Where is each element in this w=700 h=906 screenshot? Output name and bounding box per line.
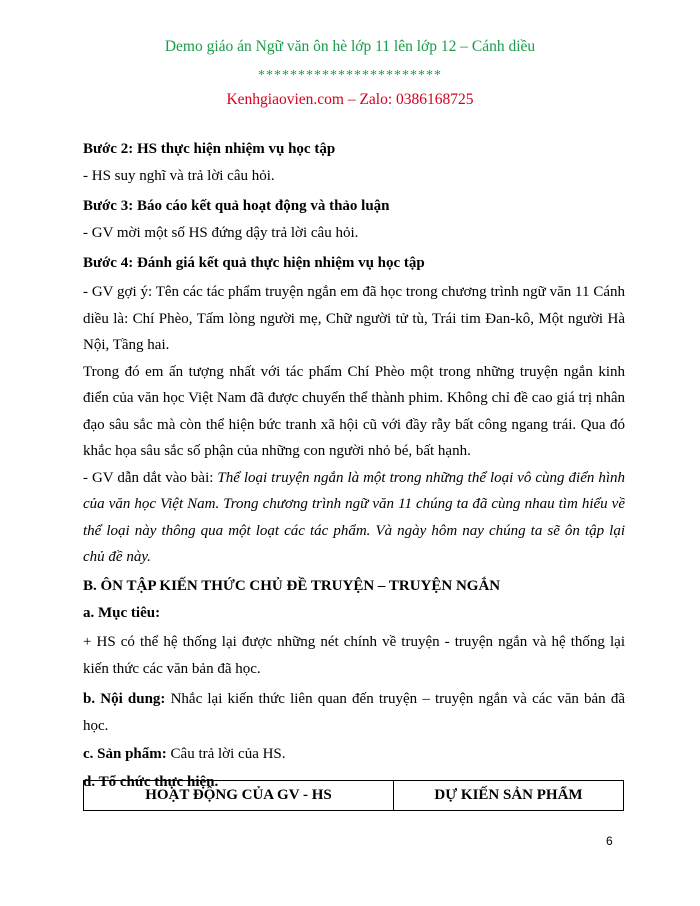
step2-text: - HS suy nghĩ và trả lời câu hỏi. (83, 168, 275, 185)
step3-text: - GV mời một số HS đứng dậy trả lời câu hỏi. (83, 225, 359, 242)
intro-paragraph (83, 465, 625, 571)
document-body (83, 136, 625, 794)
intro-prefix: - GV dẫn dắt vào bài: (83, 469, 218, 486)
header-title: Demo giáo án Ngữ văn ôn hè lớp 11 lên lớp 12 – Cánh diều (164, 38, 536, 55)
intro-italic: Thể loại truyện ngắn là một trong những thể loại vô cùng điển hình của văn học Việt Nam. Trong chương trình ngữ văn 11 chúng ta đã cùng nhau tìm hiểu về thể loại này thông qua một loạt các tác phẩm. Và ngày hôm nay chúng ta sẽ ôn tập lại chủ đề này. (83, 469, 626, 566)
page-number: 6 (606, 834, 613, 848)
header-contact: Kenhgiaovien.com – Zalo: 0386168725 (226, 91, 474, 108)
a-text: + HS có thể hệ thống lại được những nét chính về truyện - truyện ngắn và hệ thống lại kiến thức các văn bản đã học. (83, 634, 625, 677)
step3-title: Bước 3: Báo cáo kết quả hoạt động và thảo luận (83, 197, 390, 214)
paragraph-chi-pheo: Trong đó em ấn tượng nhất với tác phẩm Chí Phèo một trong những truyện ngắn kinh điển của văn học Việt Nam đã được chuyển thể thành phim. Không chỉ đề cao giá trị nhân đạo sâu sắc mà còn thể hiện bức tranh xã hội cũ với đầy rẫy bất công ngang trái. Qua đó khắc họa sâu sắc số phận của những con người nhỏ bé, bất hạnh. (83, 363, 625, 460)
b-text: Nhắc lại kiến thức liên quan đến truyện – truyện ngắn và các văn bản đã học. (83, 691, 625, 734)
table-header-expected-product: DỰ KIẾN SẢN PHẨM (394, 781, 624, 811)
b-label: b. Nội dung: (83, 691, 166, 708)
section-b-heading: B. ÔN TẬP KIẾN THỨC CHỦ ĐỀ TRUYỆN – TRUYỆN NGẮN (83, 577, 501, 594)
c-paragraph (83, 743, 625, 766)
b-paragraph (83, 686, 625, 739)
a-heading: a. Mục tiêu: (83, 604, 161, 621)
step2-title: Bước 2: HS thực hiện nhiệm vụ học tập (83, 141, 336, 157)
c-text: Câu trả lời của HS. (166, 746, 286, 763)
table-header-gv-hs: HOẠT ĐỘNG CỦA GV - HS (84, 781, 394, 811)
step4-text: - GV gợi ý: Tên các tác phẩm truyện ngắn em đã học trong chương trình ngữ văn 11 Cánh diều là: Chí Phèo, Tấm lòng người mẹ, Chữ người tử tù, Trái tim Đan-kô, Một người Hà Nội, Tầng hai. (83, 284, 625, 354)
header-stars: *********************** (258, 68, 442, 83)
step4-title: Bước 4: Đánh giá kết quả thực hiện nhiệm vụ học tập (83, 254, 425, 271)
d-heading: d. Tổ chức thực hiện. (83, 773, 219, 790)
c-label: c. Sản phẩm: (83, 746, 167, 763)
table-header-row (84, 781, 624, 811)
activity-table (83, 780, 624, 811)
